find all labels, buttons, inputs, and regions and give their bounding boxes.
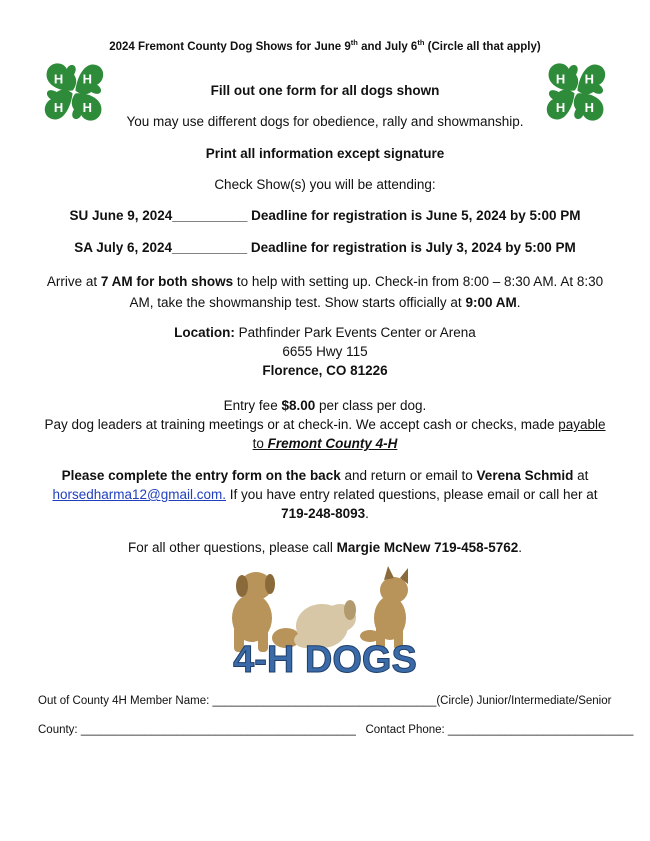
dog-right-icon (360, 566, 408, 650)
location-city: Florence, CO 81226 (262, 363, 388, 378)
location-street: 6655 Hwy 115 (282, 344, 368, 359)
one-form-heading: Fill out one form for all dogs shown (210, 83, 440, 98)
contact-phone: 719-248-8093 (281, 506, 366, 521)
show-deadline: Deadline for registration is June 5, 2024 by 5:00 PM (247, 208, 581, 223)
show-deadline: Deadline for registration is July 3, 2024 by 5:00 PM (247, 240, 576, 255)
arrive-paragraph: Arrive at 7 AM for both shows to help with setting up. Check-in from 8:00 – 8:30 AM. At 8:30 AM, take the showmanship test. Show starts officially at 9:00 AM. (46, 274, 604, 310)
location-block: Location: Pathfinder Park Events Center or Arena 6655 Hwy 115 Florence, CO 81226 (174, 325, 476, 378)
fees-block: Entry fee $8.00 per class per dog. Pay dog leaders at training meetings or at check-in. We accept cash or checks, made payable to Fremont County 4-H (44, 398, 606, 451)
county-row (38, 724, 634, 736)
payee: Fremont County 4-H (267, 436, 398, 451)
show-line-july (0, 240, 650, 255)
show-line-june (0, 208, 650, 223)
level-options: (Circle) Junior/Intermediate/Senior (436, 695, 612, 707)
contact-phone-field[interactable]: Contact Phone: _____________________________ (365, 724, 634, 736)
svg-text:H: H (53, 71, 64, 87)
check-shows-text: Check Show(s) you will be attending: (214, 177, 436, 192)
member-name-row (38, 695, 618, 707)
different-dogs-text: You may use different dogs for obedience, rally and showmanship. (126, 114, 524, 129)
svg-text:H: H (584, 71, 594, 87)
county-field[interactable]: County: ___________________________________________ (38, 724, 356, 736)
logo-text: 4-H DOGS (233, 639, 417, 678)
contact-block: Please complete the entry form on the back and return or email to Verena Schmid at horsedharma12@gmail.com. If you have entry related questions, please email or call her at 719-248-8093. (52, 468, 598, 521)
location-label: Location: (174, 325, 235, 340)
show-date: SA July 6, 2024__________ (74, 240, 248, 255)
svg-text:H: H (82, 71, 92, 87)
print-info-heading: Print all information except signature (205, 146, 445, 161)
svg-text:H: H (53, 100, 64, 116)
4h-dogs-logo (222, 566, 428, 678)
page-title: 2024 Fremont County Dog Shows for June 9th and July 6th (Circle all that apply) (109, 38, 541, 53)
other-questions-text: For all other questions, please call Margie McNew 719-458-5762. (128, 540, 522, 555)
svg-text:H: H (555, 100, 566, 116)
show-date: SU June 9, 2024__________ (69, 208, 248, 223)
svg-text:H: H (584, 100, 594, 116)
member-name-field[interactable]: Out of County 4H Member Name: ___________________________________ (38, 695, 437, 707)
fee-amount: $8.00 (281, 398, 316, 413)
email-link[interactable]: horsedharma12@gmail.com. (52, 487, 227, 502)
svg-text:H: H (555, 71, 566, 87)
svg-text:H: H (82, 100, 92, 116)
